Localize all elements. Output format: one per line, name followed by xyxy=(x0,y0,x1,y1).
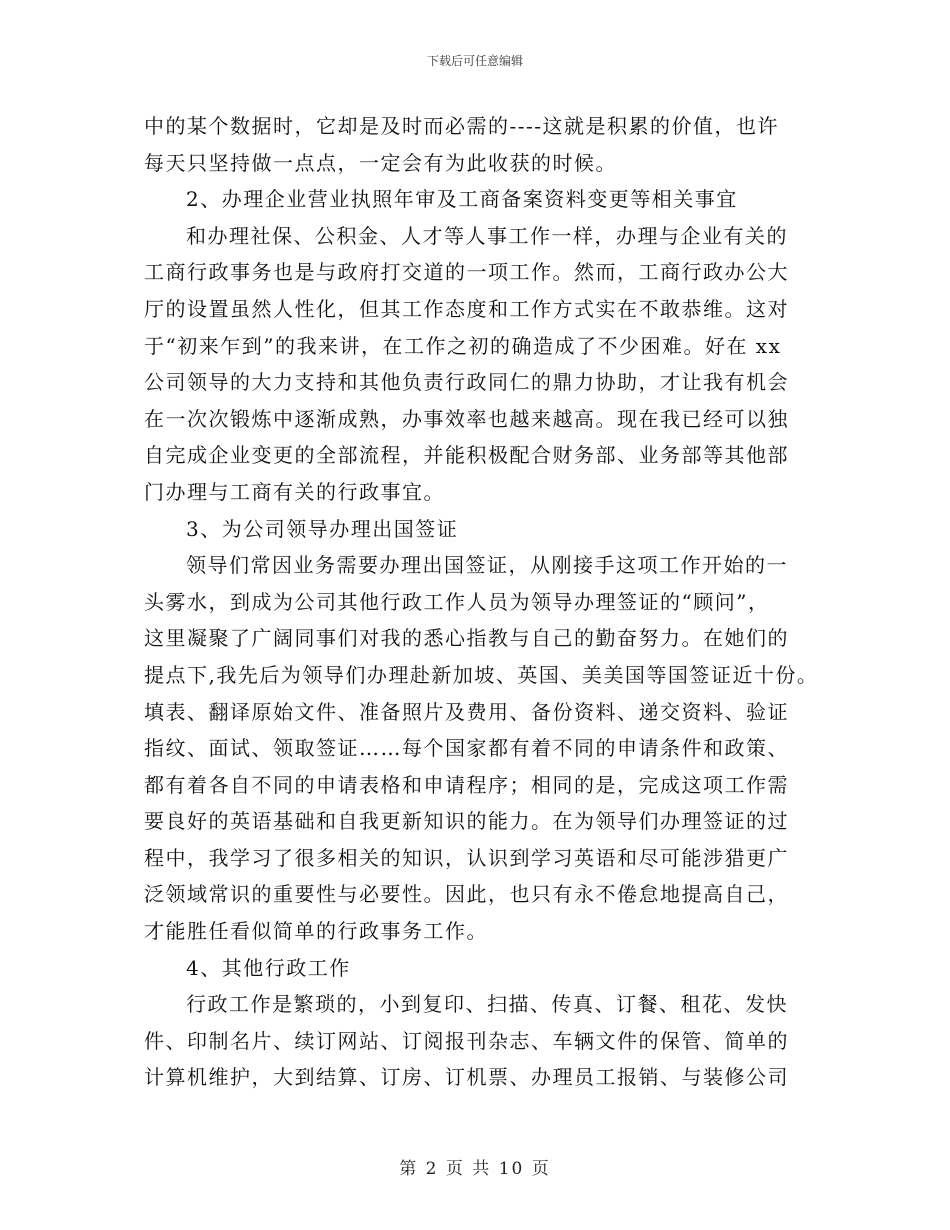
text-line: 件、印制名片、续订网站、订阅报刊杂志、车辆文件的保管、简单的 xyxy=(144,1028,789,1053)
text-line: 都有着各自不同的申请表格和申请程序；相同的是，完成这项工作需 xyxy=(144,772,789,797)
text-line: 于“初来乍到”的我来讲，在工作之初的确造成了不少困难。好在 xx xyxy=(144,333,782,358)
text-line: 中的某个数据时，它却是及时而必需的----这就是积累的价值，也许 xyxy=(144,114,780,138)
document-body xyxy=(144,108,824,1096)
text-line: 指纹、面试、领取签证……每个国家都有着不同的申请条件和政策、 xyxy=(144,736,789,761)
section-heading: 4、其他行政工作 xyxy=(186,955,351,980)
text-line: 在一次次锻炼中逐渐成熟，办事效率也越来越高。现在我已经可以独 xyxy=(144,406,789,431)
paragraph-start: 领导们常因业务需要办理出国签证，从刚接手这项工作开始的一 xyxy=(186,553,788,578)
paragraph-start: 和办理社保、公积金、人才等人事工作一样，办理与企业有关的 xyxy=(186,223,788,248)
text-line: 头雾水，到成为公司其他行政工作人员为领导办理签证的“顾问”， xyxy=(144,589,770,614)
text-line: 这里凝聚了广阔同事们对我的悉心指教与自己的勤奋努力。在她们的 xyxy=(144,626,789,651)
text-line: 工商行政事务也是与政府打交道的一项工作。然而，工商行政办公大 xyxy=(144,260,789,285)
paragraph-start: 行政工作是繁琐的，小到复印、扫描、传真、订餐、租花、发快 xyxy=(186,992,788,1017)
text-line: 泛领域常识的重要性与必要性。因此，也只有永不倦怠地提高自己， xyxy=(144,882,789,907)
page-header: 下载后可任意编辑 xyxy=(426,54,523,68)
text-line: 要良好的英语基础和自我更新知识的能力。在为领导们办理签证的过 xyxy=(144,809,789,834)
text-line: 自完成企业变更的全部流程，并能积极配合财务部、业务部等其他部 xyxy=(144,443,789,468)
text-line: 门办理与工商有关的行政事宜。 xyxy=(144,479,445,504)
page-number-footer: 第 2 页 共 10 页 xyxy=(399,1159,551,1179)
section-heading: 2、办理企业营业执照年审及工商备案资料变更等相关事宜 xyxy=(186,187,738,212)
text-line: 才能胜任看似简单的行政事务工作。 xyxy=(144,919,488,944)
text-line: 计算机维护，大到结算、订房、订机票、办理员工报销、与装修公司 xyxy=(144,1065,789,1090)
text-line: 提点下,我先后为领导们办理赴新加坡、英国、美美国等国签证近十份。 xyxy=(144,662,819,687)
section-heading: 3、为公司领导办理出国签证 xyxy=(186,516,459,541)
text-line: 公司领导的大力支持和其他负责行政同仁的鼎力协助，才让我有机会 xyxy=(144,370,789,395)
text-line: 厅的设置虽然人性化，但其工作态度和工作方式实在不敢恭维。这对 xyxy=(144,296,789,321)
text-line: 程中，我学习了很多相关的知识，认识到学习英语和尽可能涉猎更广 xyxy=(144,845,789,870)
text-line: 填表、翻译原始文件、准备照片及费用、备份资料、递交资料、验证 xyxy=(144,699,789,724)
text-line: 每天只坚持做一点点，一定会有为此收获的时候。 xyxy=(144,150,617,175)
